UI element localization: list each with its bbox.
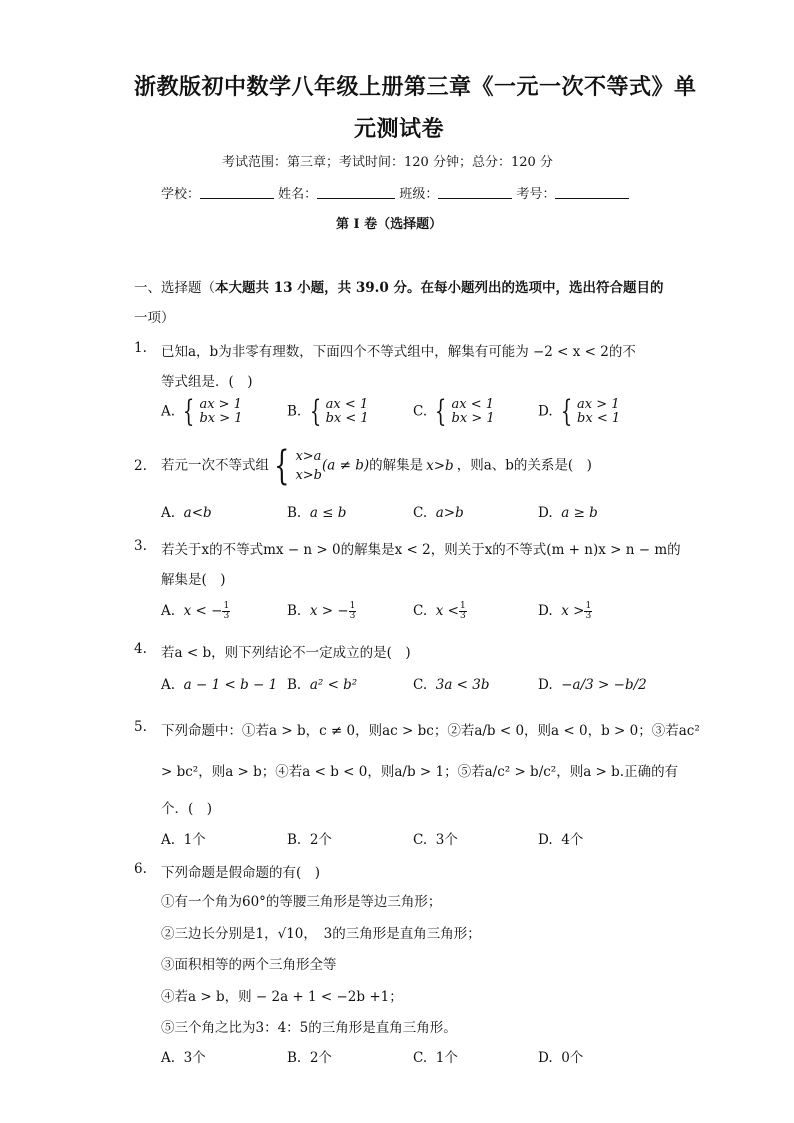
statement-item: ①有一个角为60°的等腰三角形是等边三角形； [161, 894, 442, 910]
school-blank[interactable] [200, 186, 274, 199]
option-a[interactable]: A. 1个 [161, 832, 206, 848]
option-a[interactable]: A. a<b [161, 505, 212, 521]
school-label: 学校： [161, 187, 201, 202]
inequality-system: { ax > 1 bx > 1 [183, 394, 243, 429]
question-5-line2: > bc²，则a > b；④若a < b < 0，则a/b > 1；⑤若a/c² > b/c²，则a > b.正确的有 [161, 764, 679, 780]
class-label: 班级： [399, 187, 439, 202]
inequality-system: { ax < 1 bx > 1 [435, 394, 495, 429]
inequality-system: { ax > 1 bx < 1 [560, 394, 621, 429]
statement-item: ④若a > b，则 − 2a + 1 < −2b +1； [161, 989, 403, 1005]
question-5-line3: 个．( ) [161, 801, 213, 817]
number-label: 考号： [516, 187, 556, 202]
student-fields [161, 183, 629, 202]
section-title-line2: 一项） [134, 310, 175, 326]
question-4-line1: 若a < b，则下列结论不一定成立的是( ) [161, 645, 411, 661]
name-blank[interactable] [317, 186, 395, 199]
class-blank[interactable] [438, 186, 512, 199]
option-b[interactable]: B. 2个 [287, 1050, 332, 1066]
question-number: 5. [134, 719, 147, 735]
option-d[interactable]: D. x > $\frac{1}{3}$ [538, 601, 592, 621]
question-5-line1: 下列命题中：①若a > b，c ≠ 0，则ac > bc；②若a/b < 0，则a < 0，b > 0；③若ac² [161, 723, 700, 739]
option-b[interactable]: B. a² < b² [287, 677, 358, 693]
option-d[interactable]: D. { ax > 1 bx < 1 [538, 394, 621, 429]
exam-info: 考试范围：第三章；考试时间：120 分钟；总分：120 分 [222, 155, 553, 170]
option-c[interactable]: C. 1个 [413, 1050, 458, 1066]
option-b[interactable]: B. x > − $\frac{1}{3}$ [287, 601, 356, 621]
question-2-stem: 若元一次不等式组 { x>a x>b (a ≠ b)的解集是 x>b ，则a、b的关系是( ) [161, 443, 592, 489]
section-title: 一、选择题（本大题共 13 小题，共 39.0 分。在每小题列出的选项中，选出符合题目的 [134, 280, 664, 296]
statement-item: ⑤三个角之比为3：4：5的三角形是直角三角形。 [161, 1020, 457, 1036]
option-a[interactable]: A. a − 1 < b − 1 [161, 677, 278, 693]
statement-item: ③面积相等的两个三角形全等 [161, 957, 337, 973]
option-c[interactable]: C. 3a < 3b [413, 677, 490, 693]
question-number: 3. [134, 538, 147, 554]
option-d[interactable]: D. 4个 [538, 832, 584, 848]
option-b[interactable]: B. a ≤ b [287, 505, 347, 521]
question-6-line1: 下列命题是假命题的有( ) [161, 865, 321, 881]
option-d[interactable]: D. 0个 [538, 1050, 584, 1066]
option-b[interactable]: B. 2个 [287, 832, 332, 848]
question-3-line2: 解集是( ) [161, 572, 226, 588]
statement-item: ②三边长分别是1，√10， 3的三角形是直角三角形； [161, 926, 481, 942]
number-blank[interactable] [555, 186, 629, 199]
question-number: 6. [134, 861, 147, 877]
question-3-line1: 若关于x的不等式mx − n > 0的解集是x < 2，则关于x的不等式(m + n)x > n − m的 [161, 542, 681, 558]
inequality-system: { ax < 1 bx < 1 [309, 394, 369, 429]
question-number: 1. [134, 340, 147, 356]
option-c[interactable]: C. a>b [413, 505, 464, 521]
option-c[interactable]: C. { ax < 1 bx > 1 [413, 394, 495, 429]
question-1-line1: 已知a，b为非零有理数，下面四个不等式组中，解集有可能为 −2 < x < 2的不 [161, 344, 636, 360]
option-c[interactable]: C. 3个 [413, 832, 458, 848]
part-title: 第 I 卷（选择题） [336, 217, 443, 232]
question-number: 2. [134, 458, 147, 474]
title-line-2: 元测试卷 [354, 117, 445, 142]
option-a[interactable]: A. x < − $\frac{1}{3}$ [161, 601, 230, 621]
option-c[interactable]: C. x < $\frac{1}{3}$ [413, 601, 466, 621]
option-d[interactable]: D. −a/3 > −b/2 [538, 677, 647, 693]
question-number: 4. [134, 641, 147, 657]
name-label: 姓名： [278, 187, 318, 202]
option-b[interactable]: B. { ax < 1 bx < 1 [287, 394, 369, 429]
inequality-system: { x>a x>b [274, 443, 322, 489]
question-1-line2: 等式组是．( ) [161, 374, 253, 390]
title-line-1: 浙教版初中数学八年级上册第三章《一元一次不等式》单 [134, 75, 697, 100]
option-a[interactable]: A. 3个 [161, 1050, 206, 1066]
option-a[interactable]: A. { ax > 1 bx > 1 [161, 394, 243, 429]
option-d[interactable]: D. a ≥ b [538, 505, 598, 521]
